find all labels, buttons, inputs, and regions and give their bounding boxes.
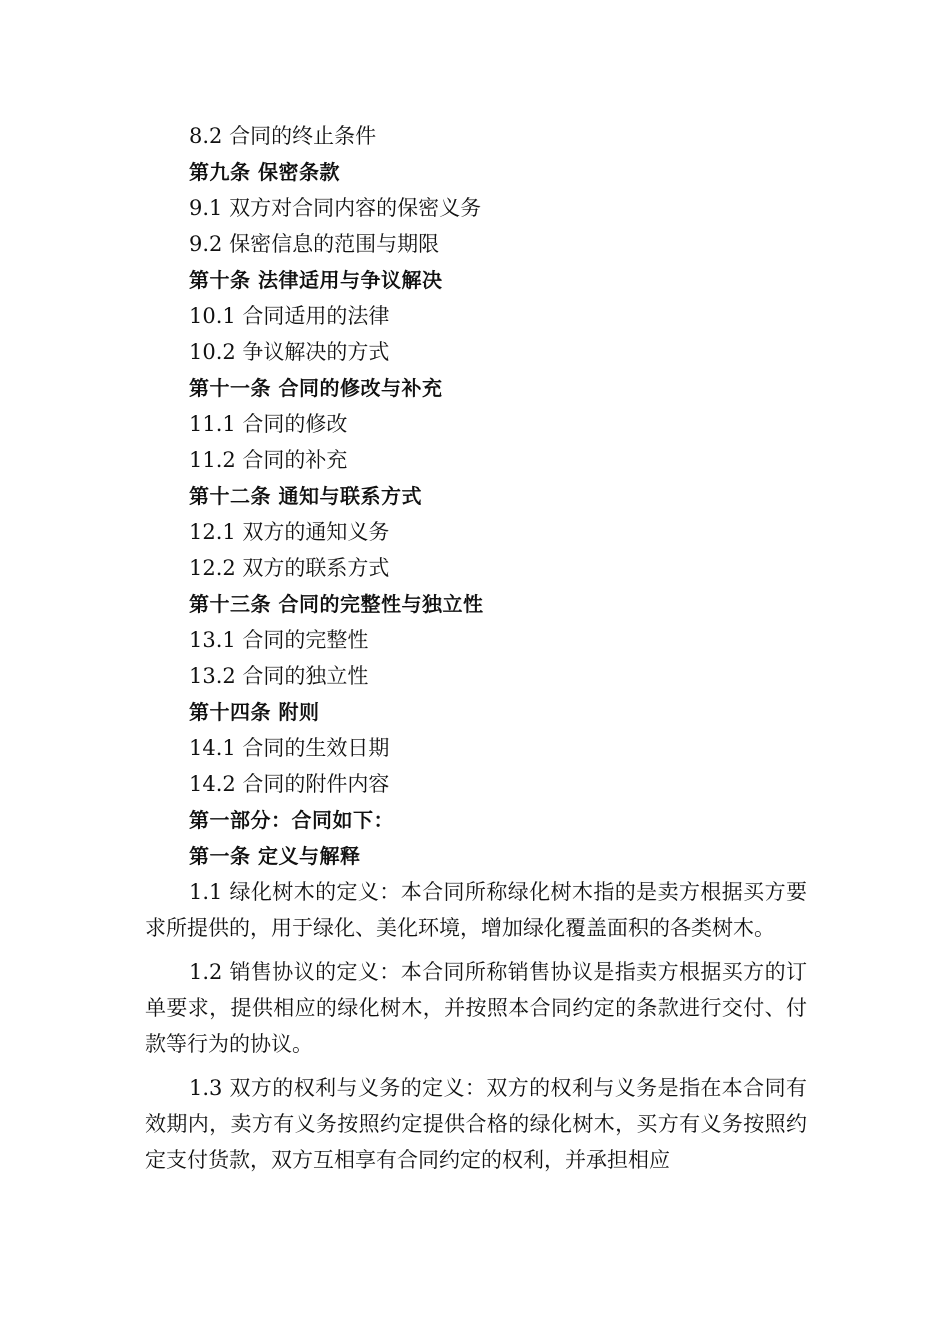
subsection-item: 12.2 双方的联系方式 bbox=[189, 556, 390, 580]
section-heading: 第十三条 合同的完整性与独立性 bbox=[189, 592, 484, 616]
body-paragraph: 1.3 双方的权利与义务的定义：双方的权利与义务是指在本合同有效期内，卖方有义务按照约定提供合格的绿化树木，买方有义务按照约定支付货款，双方互相享有合同约定的权利，并承担相应 bbox=[145, 1076, 807, 1172]
section-heading: 第一条 定义与解释 bbox=[189, 844, 361, 868]
section-heading: 第十一条 合同的修改与补充 bbox=[189, 376, 443, 400]
section-heading: 第九条 保密条款 bbox=[189, 160, 340, 184]
paragraph-list bbox=[145, 874, 807, 1178]
subsection-item: 12.1 双方的通知义务 bbox=[189, 520, 390, 544]
subsection-item: 14.1 合同的生效日期 bbox=[189, 736, 390, 760]
subsection-item: 9.2 保密信息的范围与期限 bbox=[189, 232, 440, 256]
subsection-item: 11.2 合同的补充 bbox=[189, 448, 348, 472]
document-body bbox=[145, 118, 807, 1186]
body-paragraph: 1.1 绿化树木的定义：本合同所称绿化树木指的是卖方根据买方要求所提供的，用于绿化、美化环境，增加绿化覆盖面积的各类树木。 bbox=[145, 880, 807, 940]
body-paragraph: 1.2 销售协议的定义：本合同所称销售协议是指卖方根据买方的订单要求，提供相应的绿化树木，并按照本合同约定的条款进行交付、付款等行为的协议。 bbox=[145, 960, 807, 1056]
subsection-item: 9.1 双方对合同内容的保密义务 bbox=[189, 196, 482, 220]
outline-list bbox=[145, 118, 807, 874]
subsection-item: 10.2 争议解决的方式 bbox=[189, 340, 390, 364]
section-heading: 第十二条 通知与联系方式 bbox=[189, 484, 422, 508]
subsection-item: 13.1 合同的完整性 bbox=[189, 628, 369, 652]
subsection-item: 10.1 合同适用的法律 bbox=[189, 304, 390, 328]
section-heading: 第一部分：合同如下： bbox=[189, 808, 394, 832]
section-heading: 第十四条 附则 bbox=[189, 700, 320, 724]
subsection-item: 14.2 合同的附件内容 bbox=[189, 772, 390, 796]
subsection-item: 8.2 合同的终止条件 bbox=[189, 124, 377, 148]
subsection-item: 11.1 合同的修改 bbox=[189, 412, 348, 436]
subsection-item: 13.2 合同的独立性 bbox=[189, 664, 369, 688]
section-heading: 第十条 法律适用与争议解决 bbox=[189, 268, 443, 292]
